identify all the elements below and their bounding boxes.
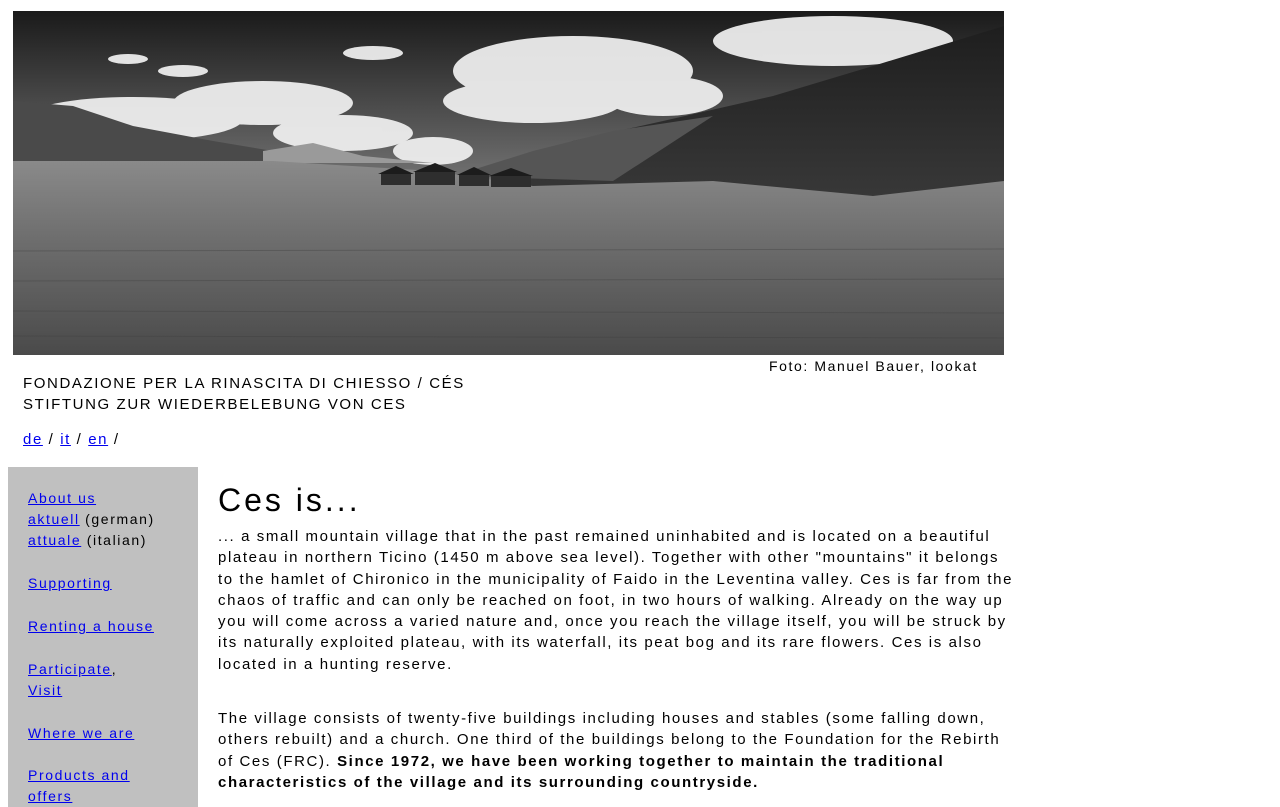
sidebar-item-renting <box>28 616 154 637</box>
village-paragraph-bold: Since 1972, we have been working together to maintain the traditional characteristics of the village and its surrounding countryside. <box>218 752 945 791</box>
sidebar-item-products <box>28 765 130 786</box>
lang-link-it[interactable]: it <box>60 431 71 448</box>
org-name-italian: FONDAZIONE PER LA RINASCITA DI CHIESSO / CÉS <box>23 375 465 392</box>
participate-separator: , <box>111 661 118 677</box>
org-name-german: STIFTUNG ZUR WIEDERBELEBUNG VON CES <box>23 396 407 413</box>
aktuell-link[interactable]: aktuell <box>28 511 80 527</box>
main-content <box>218 478 1018 793</box>
hero-photo <box>13 11 1004 355</box>
sidebar-item-about <box>28 488 96 509</box>
participate-link[interactable]: Participate <box>28 661 112 677</box>
where-we-are-link[interactable]: Where we are <box>28 725 135 741</box>
sidebar-item-where <box>28 723 134 744</box>
sidebar-item-supporting <box>28 573 112 594</box>
sidebar-nav <box>8 467 198 807</box>
lang-separator: / <box>108 431 120 448</box>
intro-paragraph: ... a small mountain village that in the past remained uninhabited and is located on a beautiful plateau in northern Ticino (1450 m above sea level). Together with other "mountains" it belongs to the hamlet of Chironico in the municipality of Faido in the Leventina valley. Ces is far from the chaos of traffic and can only be reached on foot, in two hours of walking. Already on the way up you will come across a varied nature and, once you reach the village itself, you will be struck by its naturally exploited plateau, with its waterfall, its peat bog and its rare flowers. Ces is also located in a hunting reserve. <box>218 528 1014 673</box>
sidebar-item-products-cont <box>28 786 72 807</box>
aktuell-language-note: (german) <box>79 511 155 527</box>
sidebar-item-aktuell <box>28 509 155 530</box>
sidebar-item-participate <box>28 659 117 680</box>
sidebar-item-attuale <box>28 530 147 551</box>
products-and-offers-link-cont[interactable]: offers <box>28 788 73 804</box>
supporting-link[interactable]: Supporting <box>28 575 112 591</box>
lang-link-de[interactable]: de <box>23 431 43 448</box>
lang-separator: / <box>70 431 89 448</box>
attuale-link[interactable]: attuale <box>28 532 82 548</box>
village-paragraph <box>218 708 1018 793</box>
lang-link-en[interactable]: en <box>88 431 109 448</box>
renting-a-house-link[interactable]: Renting a house <box>28 618 154 634</box>
landscape-photo <box>13 11 1004 355</box>
about-us-link[interactable]: About us <box>28 490 97 506</box>
sidebar-item-visit <box>28 680 62 701</box>
lang-separator: / <box>42 431 61 448</box>
page-heading: Ces is... <box>218 482 361 518</box>
products-and-offers-link[interactable]: Products and <box>28 767 130 783</box>
photo-credit: Foto: Manuel Bauer, lookat <box>769 358 978 374</box>
organization-title <box>23 373 465 415</box>
village-paragraph-text: The village consists of twenty-five buildings including houses and stables (some falling down, others rebuilt) and a church. One third of the buildings belong to the Foundation for the Rebirth of Ces (FRC). <box>218 710 1001 770</box>
attuale-language-note: (italian) <box>81 532 148 548</box>
visit-link[interactable]: Visit <box>28 682 63 698</box>
language-switcher <box>23 431 120 448</box>
